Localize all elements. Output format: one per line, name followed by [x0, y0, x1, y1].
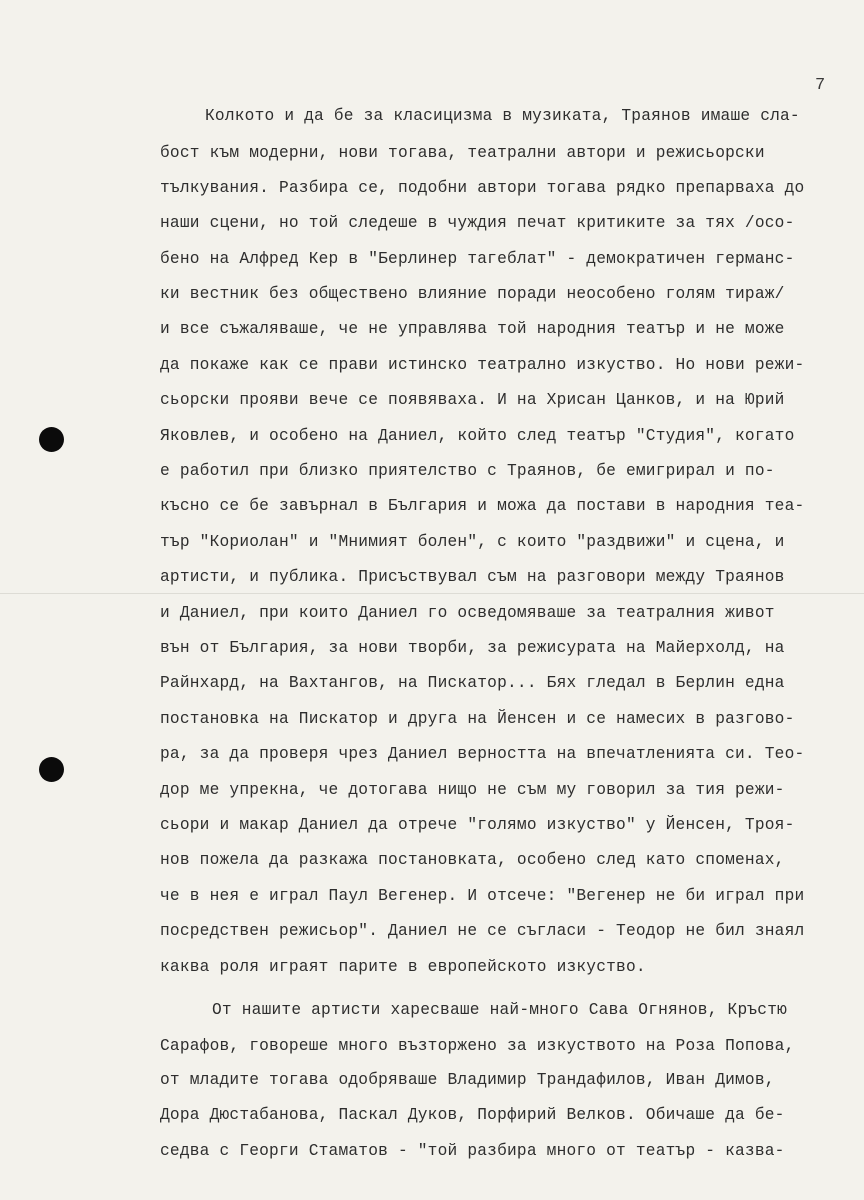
- punch-hole-lower: [39, 757, 64, 782]
- text-line: че в нея е играл Паул Вегенер. И отсече: "Вегенер не би играл при: [160, 887, 805, 905]
- page-number: 7: [815, 76, 826, 95]
- text-line: От нашите артисти харесваше най-много Сава Огнянов, Кръстю: [212, 1001, 788, 1019]
- text-line: ки вестник без обществено влияние поради неособено голям тираж/: [160, 285, 785, 303]
- paper-fold-line: [0, 593, 864, 594]
- text-line: вън от България, за нови творби, за режисурата на Майерхолд, на: [160, 639, 785, 657]
- text-line: постановка на Пискатор и друга на Йенсен и се намесих в разгово-: [160, 710, 795, 728]
- text-line: тълкувания. Разбира се, подобни автори тогава рядко препарваха до: [160, 179, 805, 197]
- text-line: бено на Алфред Кер в "Берлинер тагеблат" - демократичен германс-: [160, 250, 795, 268]
- text-line: Дора Дюстабанова, Паскал Дуков, Порфирий Велков. Обичаше да бе-: [160, 1106, 785, 1124]
- text-line: посредствен режисьор". Даниел не се съгласи - Теодор не бил знаял: [160, 922, 805, 940]
- text-line: да покаже как се прави истинско театрално изкуство. Но нови режи-: [160, 356, 805, 374]
- text-line: Колкото и да бе за класицизма в музиката, Траянов имаше сла-: [205, 107, 800, 125]
- text-line: и все съжаляваше, че не управлява той народния театър и не може: [160, 320, 785, 338]
- text-line: късно се бе завърнал в България и можа да постави в народния теа-: [160, 497, 805, 515]
- text-line: сьорски прояви вече се появяваха. И на Хрисан Цанков, и на Юрий: [160, 391, 785, 409]
- text-line: Райнхард, на Вахтангов, на Пискатор... Бях гледал в Берлин една: [160, 674, 785, 692]
- text-line: тър "Кориолан" и "Мнимият болен", с които "раздвижи" и сцена, и: [160, 533, 785, 551]
- text-line: седва с Георги Стаматов - "той разбира много от театър - казва-: [160, 1142, 785, 1160]
- text-line: каква роля играят парите в европейското изкуство.: [160, 958, 646, 976]
- punch-hole-upper: [39, 427, 64, 452]
- text-line: дор ме упрекна, че дотогава нищо не съм му говорил за тия режи-: [160, 781, 785, 799]
- text-line: от младите тогава одобряваше Владимир Трандафилов, Иван Димов,: [160, 1071, 775, 1089]
- text-line: сьори и макар Даниел да отрече "голямо изкуство" у Йенсен, Троя-: [160, 816, 795, 834]
- text-line: нов пожела да разкажа постановката, особено след като споменах,: [160, 851, 785, 869]
- text-line: е работил при близко приятелство с Траянов, бе емигрирал и по-: [160, 462, 775, 480]
- text-line: артисти, и публика. Присъствувал съм на разговори между Траянов: [160, 568, 785, 586]
- text-line: бост към модерни, нови тогава, театрални автори и режисьорски: [160, 144, 765, 162]
- text-line: наши сцени, но той следеше в чуждия печат критиките за тях /осо-: [160, 214, 795, 232]
- text-line: Яковлев, и особено на Даниел, който след театър "Студия", когато: [160, 427, 795, 445]
- text-line: ра, за да проверя чрез Даниел верността на впечатленията си. Тео-: [160, 745, 805, 763]
- text-line: Сарафов, говореше много възторжено за изкуството на Роза Попова,: [160, 1037, 795, 1055]
- text-line: и Даниел, при които Даниел го осведомяваше за театралния живот: [160, 604, 775, 622]
